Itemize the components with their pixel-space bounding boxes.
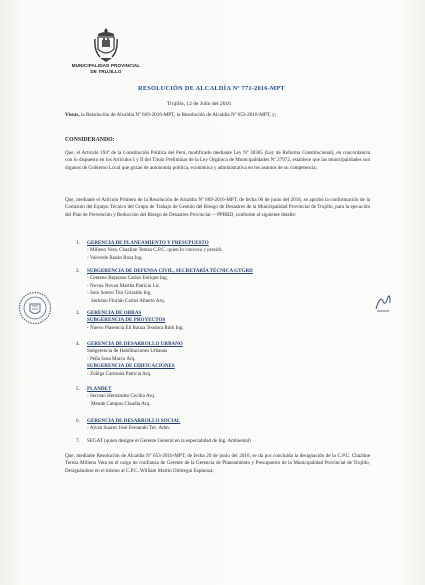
list-item-5 <box>76 386 370 408</box>
municipality-line-1: MUNICIPALIDAD PROVINCIAL <box>71 63 141 68</box>
item-line: - Nuevo Plasencia Eli Bauza Teodora Ruth Ing. <box>87 324 184 331</box>
official-seal-icon <box>18 291 52 325</box>
item-number: 7. <box>76 438 80 444</box>
item-heading: GERENCIA DE PLANEAMIENTO Y PRESUPUESTO <box>87 240 209 246</box>
list-item-2 <box>76 268 370 305</box>
vistas-paragraph <box>65 112 369 120</box>
item-line: - Peña Sosa Marco Arq. <box>87 355 136 362</box>
item-number: 5. <box>76 386 80 392</box>
item-heading: GERENCIA DE OBRAS <box>87 310 142 316</box>
municipality-name <box>71 63 141 74</box>
list-item-3 <box>76 310 370 332</box>
item-number: 4. <box>76 341 80 347</box>
item-line: - Serrano Hernández Cecilia Arq. <box>87 393 156 400</box>
resolution-title: RESOLUCIÓN DE ALCALDÍA Nº 771-2016-MPT <box>138 85 285 92</box>
list-item-4 <box>76 341 370 378</box>
item-heading: SUBGERENCIA DE DEFENSA CIVIL, SECRETARÍA TÉCNICA GTGRD <box>87 268 253 274</box>
item-line: - Novoa Novoa Martha Patricia Lic. <box>87 282 161 289</box>
vistas-label: Vistas, <box>65 112 80 118</box>
list-item-7 <box>76 438 370 445</box>
item-line: - Milleno Vera, Chazline Tereza C.P.C. quien lo convoca y presidi. <box>87 247 223 254</box>
municipality-line-2: DE TRUJILLO <box>90 68 122 74</box>
considerando-paragraph-1: Que, el Artículo 194º de la Constitución Política del Perú, modificado mediante Ley Nº 30305 (Ley de Reforma Constitucional), en concordancia con lo dispuesto en los Artículos I y II del Título Preliminar de la Ley Orgánica de Municipalidades Nº 27972, establece que las municipalidades son órganos de Gobierno Local que gozan de autonomía política, económica y administrativa en los asuntos de su competencia; <box>65 150 370 171</box>
considerando-paragraph-2: Que, mediante el Artículo Primero de la Resolución de Alcaldía Nº 669-2016-MPT, de fecha 06 de junio del 2016, se aprobó la conformación de la Comisión del Equipo Técnico del Grupo de Trabajo de Gestión del Riesgo de Desastres de la Municipalidad Provincial de Trujillo, para la ejecución del Plan de Prevención y Reducción del Riesgo de Desastres Provincial —PPRRD, conforme al siguiente detalle: <box>65 197 370 218</box>
item-heading: PLANDET <box>87 386 112 392</box>
item-line: - Valverde Bazán Rosa Ing. <box>87 254 143 261</box>
signature-stamp-icon <box>374 291 392 315</box>
item-line: - Zúñiga Carmona Patricia Arq. <box>87 370 152 377</box>
vistas-text: la Resolución de Alcaldía Nº 669-2016-MPT, la Resolución de Alcaldía Nº 653-2016-MPT, y; <box>80 112 277 118</box>
item-subheading: SUBGERENCIA DE PROYECTOS <box>87 317 166 324</box>
item-number: 6. <box>76 418 80 424</box>
item-line: Mende Campos Claudia Arq. <box>91 400 151 407</box>
item-heading: GERENCIA DE DESARROLLO URBANO <box>87 341 183 347</box>
list-item-6 <box>76 418 370 433</box>
item-line: Serbano Florián Carlos Alberto Arq. <box>91 297 165 304</box>
closing-paragraph: Que, mediante Resolución de Alcaldía Nº 653-2016-MPT, de fecha 20 de junio del 2016, se da por concluida la designación de la C.P.C. Chazline Tereza Milleno Vera en el cargo de confianza de Gerente de la Gerencia de Planeamiento y Presupuesto de la Municipalidad Provincial de Trujillo, Designándose en el mismo al C.P.C. William Martín Olórtegui Espinoza; <box>65 453 370 474</box>
item-heading: SEGAT (quien designe el Gerente General en la especialidad de Ing. Ambiental) <box>87 438 251 444</box>
item-number: 3. <box>76 310 80 316</box>
item-subheading: Subgerencia de Habilitaciones Urbanas <box>87 348 168 355</box>
item-heading: GERENCIA DE DESARROLLO SOCIAL <box>87 418 181 424</box>
item-number: 2. <box>76 268 80 274</box>
item-line: - Soto Sotero Tito Grisaldo Ing. <box>87 290 152 297</box>
item-number: 1. <box>76 240 80 246</box>
considerando-heading: CONSIDERANDO: <box>65 137 115 143</box>
item-line: SUBGERENCIA DE EDIFICACIONES <box>87 363 175 370</box>
item-line: - Centeno Bejarano Carlos Enrique Ing. <box>87 275 168 282</box>
list-item-1 <box>76 240 370 262</box>
municipal-crest-icon <box>94 27 118 63</box>
item-line: - Alván Suarez José Fernando Tec. Adm. <box>87 425 171 432</box>
place-date: Trujillo, 12 de Julio del 2016 <box>167 101 231 107</box>
